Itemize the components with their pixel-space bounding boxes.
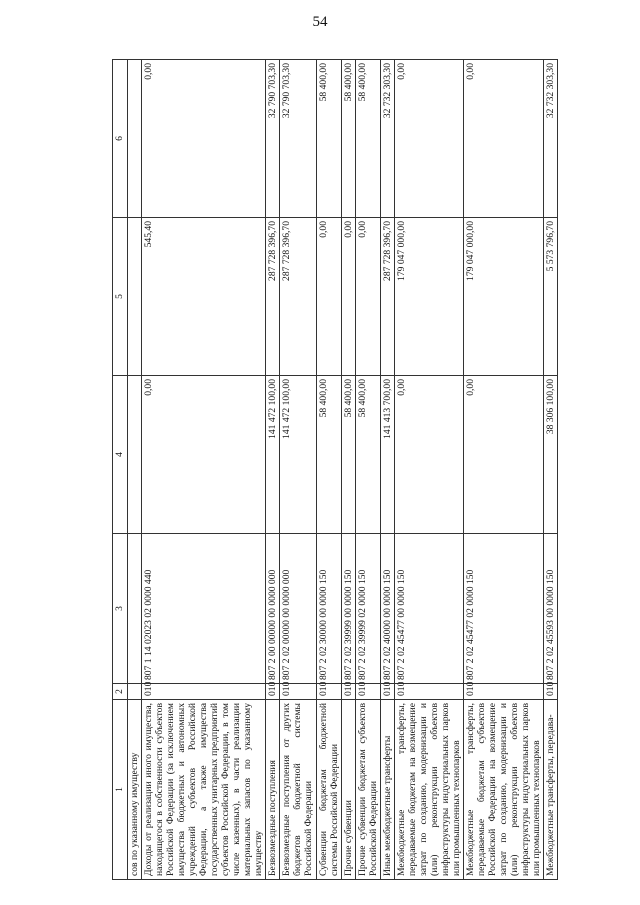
cell-c6: 32 790 703,30 [266, 60, 280, 218]
cell-name: Межбюджетные трансферты, передаваемые бюджетам на возмещение затрат по созданию, модернизации и (или) реконструкции объектов инфраструктуры индустриальных парков или промышленных технопарков [394, 700, 463, 880]
cell-name: Безвозмездные поступления [266, 700, 280, 880]
table-row [316, 60, 341, 880]
cell-name: Безвозмездные поступления от других бюджетов бюджетной системы Российской Федерации [280, 700, 316, 880]
cell-c6: 32 790 703,30 [280, 60, 316, 218]
cell-c6: 58 400,00 [355, 60, 380, 218]
cell-name: Доходы от реализации иного имущества, находящегося в собственности субъектов Российской Федерации (за исключением имущества бюджетных и автономных учреждений субъектов Российской Федерации, а также имущества государственных унитарных предприятий субъектов Российской Федерации, в том числе казенных), в части реализации материальных запасов по указанному имуществу [142, 700, 266, 880]
cell-code: 010 [341, 684, 355, 700]
cell-code: 010 [355, 684, 380, 700]
cell-kbk: 807 2 00 00000 00 0000 000 [266, 534, 280, 684]
cell-name: Прочие субвенции бюджетам субъектов Российской Федерации [355, 700, 380, 880]
cell-c4: 0,00 [142, 376, 266, 534]
cell-c5: 0,00 [355, 218, 380, 376]
header-cell: 6 [113, 60, 128, 218]
cell-c4: 38 306 100,00 [544, 376, 558, 534]
cell-code: 010 [463, 684, 543, 700]
cell-c5: 179 047 000,00 [394, 218, 463, 376]
budget-table [112, 59, 558, 880]
cell-name: Межбюджетные трансферты, передава- [544, 700, 558, 880]
table-row [463, 60, 543, 880]
table-row [142, 60, 266, 880]
cell-code: 010 [544, 684, 558, 700]
cell-c4: 0,00 [394, 376, 463, 534]
cell-code: 010 [394, 684, 463, 700]
cell-c6: 32 732 303,30 [380, 60, 394, 218]
cell-code: 010 [280, 684, 316, 700]
cell-name: Прочие субвенции [341, 700, 355, 880]
cell-c4: 0,00 [463, 376, 543, 534]
cell-c5: 0,00 [341, 218, 355, 376]
cell-kbk: 807 2 02 39999 02 0000 150 [355, 534, 380, 684]
table-row [355, 60, 380, 880]
cell-c5: 5 573 796,70 [544, 218, 558, 376]
cell-c5: 287 728 396,70 [380, 218, 394, 376]
cell-name: сов по указанному имуществу [128, 700, 142, 880]
cell-c4 [128, 376, 142, 534]
table-row [280, 60, 316, 880]
cell-c4: 141 472 100,00 [280, 376, 316, 534]
table-row [544, 60, 558, 880]
rotated-table-container [112, 60, 557, 880]
cell-c5: 179 047 000,00 [463, 218, 543, 376]
cell-c5 [128, 218, 142, 376]
cell-code: 010 [266, 684, 280, 700]
cell-c4: 58 400,00 [341, 376, 355, 534]
cell-c6: 0,00 [463, 60, 543, 218]
cell-c5: 287 728 396,70 [280, 218, 316, 376]
cell-kbk: 807 2 02 39999 00 0000 150 [341, 534, 355, 684]
cell-kbk: 807 2 02 45477 02 0000 150 [463, 534, 543, 684]
header-cell: 4 [113, 376, 128, 534]
cell-c6: 58 400,00 [341, 60, 355, 218]
cell-name: Субвенции бюджетам бюджетной системы Российской Федерации [316, 700, 341, 880]
table-row [394, 60, 463, 880]
table-row [266, 60, 280, 880]
cell-c5: 0,00 [316, 218, 341, 376]
header-row [113, 60, 128, 880]
page-number: 54 [312, 14, 328, 30]
cell-code: 010 [142, 684, 266, 700]
cell-kbk: 807 2 02 30000 00 0000 150 [316, 534, 341, 684]
cell-c6: 0,00 [142, 60, 266, 218]
cell-kbk: 807 1 14 02023 02 0000 440 [142, 534, 266, 684]
header-cell: 1 [113, 700, 128, 880]
cell-kbk: 807 2 02 40000 00 0000 150 [380, 534, 394, 684]
cell-c4: 141 413 700,00 [380, 376, 394, 534]
table-row [341, 60, 355, 880]
cell-kbk: 807 2 02 45477 00 0000 150 [394, 534, 463, 684]
cell-c4: 58 400,00 [355, 376, 380, 534]
cell-c5: 545,40 [142, 218, 266, 376]
cell-c4: 58 400,00 [316, 376, 341, 534]
header-cell: 5 [113, 218, 128, 376]
cell-kbk [128, 534, 142, 684]
cell-code [128, 684, 142, 700]
cell-c6: 0,00 [394, 60, 463, 218]
table-row [380, 60, 394, 880]
cell-kbk: 807 2 02 45593 00 0000 150 [544, 534, 558, 684]
cell-c5: 287 728 396,70 [266, 218, 280, 376]
header-cell: 3 [113, 534, 128, 684]
cell-c6: 32 732 303,30 [544, 60, 558, 218]
cell-kbk: 807 2 02 00000 00 0000 000 [280, 534, 316, 684]
cell-code: 010 [316, 684, 341, 700]
cell-name: Межбюджетные трансферты, передаваемые бюджетам субъектов Российской Федерации на возмещение затрат по созданию, модернизации и (или) реконструкции объектов инфраструктуры индустриальных парков или промышленных технопарков [463, 700, 543, 880]
cell-c6 [128, 60, 142, 218]
cell-code: 010 [380, 684, 394, 700]
header-cell: 2 [113, 684, 128, 700]
cell-c4: 141 472 100,00 [266, 376, 280, 534]
cell-name: Иные межбюджетные трансферты [380, 700, 394, 880]
cell-c6: 58 400,00 [316, 60, 341, 218]
table-row [128, 60, 142, 880]
